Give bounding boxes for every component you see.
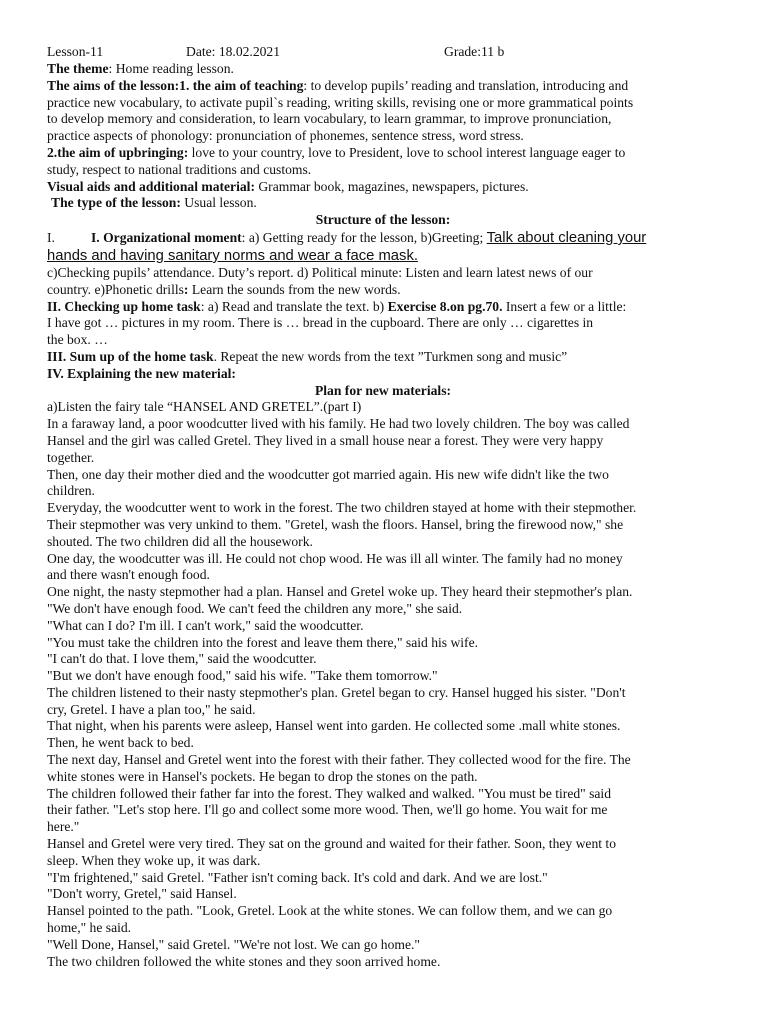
lesson-type-label: The type of the lesson:: [51, 195, 181, 211]
aims-line-2: practice new vocabulary, to activate pupil`s reading, writing skills, revising one or more grammatical points: [47, 94, 634, 110]
stage-2-text: : a) Read and translate the text. b): [200, 298, 388, 314]
stage-3-text: . Repeat the new words from the text ”Turkmen song and music”: [213, 348, 568, 364]
stage-1-line-2: [47, 247, 719, 265]
stage-1-text: : a) Getting ready for the lesson, b)Greeting;: [241, 229, 487, 245]
upbringing-label: 2.the aim of upbringing:: [47, 144, 189, 160]
stage-3-label: III. Sum up of the home task: [47, 348, 214, 364]
story-line: Hansel pointed to the path. "Look, Gretel. Look at the white stones. We can follow them, and we can go: [47, 903, 613, 919]
stage-1-line-4: [47, 282, 719, 299]
story-line: The next day, Hansel and Gretel went into the forest with their father. They collected wood for the fire. The: [47, 752, 631, 768]
visual-aids-text: Grammar book, magazines, newspapers, pictures.: [254, 178, 529, 194]
story-line: Everyday, the woodcutter went to work in the forest. The two children stayed at home with their stepmother.: [47, 500, 637, 516]
stage-1-numeral: I.: [47, 229, 55, 245]
story-line: "I can't do that. I love them," said the woodcutter.: [47, 651, 317, 667]
upbringing-text-1: love to your country, love to President, love to school interest language eager to: [188, 144, 626, 160]
story-line: children.: [47, 483, 95, 499]
story-line: sleep. When they woke up, it was dark.: [47, 852, 261, 868]
stage-2-label: II. Checking up home task: [47, 298, 201, 314]
story-line: "You must take the children into the forest and leave them there," said his wife.: [47, 634, 479, 650]
stage-2-line-1: [47, 299, 719, 316]
story-line: That night, when his parents were asleep, Hansel went into garden. He collected some .mall white stones.: [47, 718, 621, 734]
stage-2-line-3: the box. …: [47, 332, 108, 348]
story-text: [47, 399, 719, 970]
story-line: "I'm frightened," said Gretel. "Father isn't coming back. It's cold and dark. And we are lost.": [47, 869, 548, 885]
stage-2-line-2: I have got … pictures in my room. There is … bread in the cupboard. There are only … cigarettes in: [47, 315, 594, 331]
story-line: One day, the woodcutter was ill. He could not chop wood. He was ill all winter. The family had no money: [47, 550, 623, 566]
story-line: "What can I do? I'm ill. I can't work," said the woodcutter.: [47, 617, 364, 633]
exercise-label: Exercise 8.on pg.70.: [387, 298, 503, 314]
visual-aids-line: [47, 179, 719, 196]
structure-title: Structure of the lesson:: [315, 212, 451, 228]
story-line: Then, he went back to bed.: [47, 735, 194, 751]
theme-label: The theme: [47, 61, 109, 76]
story-line: home," he said.: [47, 920, 132, 936]
story-line: cry, Gretel. I have a plan too," he said.: [47, 701, 256, 717]
story-line: and there wasn't enough food.: [47, 567, 210, 583]
grade: Grade:11 b: [444, 44, 505, 59]
aims-line-4: practice aspects of phonology: pronunciation of phonemes, sentence stress, word stress.: [47, 128, 524, 144]
visual-aids-label: Visual aids and additional material:: [47, 178, 255, 194]
stage-1-highlight-1: Talk about cleaning your: [486, 229, 647, 246]
aims-text-1: : to develop pupils’ reading and translation, introducing and: [303, 77, 629, 93]
stage-1-line-4-c: Learn the sounds from the new words.: [188, 281, 401, 297]
story-line: a)Listen the fairy tale “HANSEL AND GRETEL”.(part I): [47, 399, 362, 415]
story-line: white stones were in Hansel's pockets. He began to drop the stones on the path.: [47, 768, 478, 784]
stage-1-line-4-a: country. e)Phonetic drills: [47, 281, 184, 297]
story-line: shouted. The two children did all the housework.: [47, 533, 313, 549]
story-line: In a faraway land, a poor woodcutter lived with his family. He had two lovely children. The boy was called: [47, 416, 630, 432]
story-line: The children listened to their nasty stepmother's plan. Gretel began to cry. Hansel hugged his sister. "Don't: [47, 684, 626, 700]
theme-text: : Home reading lesson.: [108, 61, 234, 76]
stage-4-line: IV. Explaining the new material:: [47, 365, 236, 381]
stage-3-line: [47, 349, 719, 366]
story-line: Hansel and Gretel were very tired. They sat on the ground and waited for their father. Soon, they went to: [47, 836, 616, 852]
story-line: "Well Done, Hansel," said Gretel. "We're not lost. We can go home.": [47, 936, 420, 952]
lesson-number: Lesson-11: [47, 44, 104, 59]
story-line: Then, one day their mother died and the woodcutter got married again. His new wife didn't like the two: [47, 466, 609, 482]
header-row: [47, 44, 719, 61]
story-line: here.": [47, 819, 80, 835]
story-line: The two children followed the white stones and they soon arrived home.: [47, 953, 441, 969]
aims-label: The aims of the lesson:1. the aim of teaching: [47, 77, 304, 93]
story-line: One night, the nasty stepmother had a plan. Hansel and Gretel woke up. They heard their stepmother's plan.: [47, 584, 633, 600]
lesson-type-text: Usual lesson.: [180, 195, 257, 211]
stage-1-line-3: c)Checking pupils’ attendance. Duty’s report. d) Political minute: Listen and learn latest news of our: [47, 264, 593, 280]
story-line: their father. "Let's stop here. I'll go and collect some more wood. Then, we'll go home. You wait for me: [47, 802, 608, 818]
aims-line-1: [47, 78, 719, 95]
story-line: Their stepmother was very unkind to them. "Gretel, wash the floors. Hansel, bring the firewood now," she: [47, 516, 624, 532]
aims-line-3: to develop memory and consideration, to learn vocabulary, to learn grammar, to improve pronunciation,: [47, 111, 612, 127]
stage-1-highlight-2: hands and having sanitary norms and wear a face mask.: [47, 247, 418, 264]
plan-title: Plan for new materials:: [314, 382, 452, 398]
upbringing-line-2: study, respect to national traditions and customs.: [47, 161, 312, 177]
story-line: "But we don't have enough food," said his wife. "Take them tomorrow.": [47, 668, 438, 684]
story-line: Hansel and the girl was called Gretel. They lived in a small house near a forest. They were very happy: [47, 432, 604, 448]
story-line: together.: [47, 449, 95, 465]
story-line: "Don't worry, Gretel," said Hansel.: [47, 886, 237, 902]
stage-1-line-1: [47, 229, 719, 247]
stage-2-text-after: Insert a few or a little:: [502, 298, 627, 314]
lesson-date: Date: 18.02.2021: [186, 44, 281, 59]
stage-1-label: I. Organizational moment: [91, 229, 242, 245]
theme-line: [47, 61, 719, 78]
lesson-plan-document: [47, 44, 719, 970]
stage-1-line-4-colon: :: [183, 281, 189, 297]
story-line: "We don't have enough food. We can't feed the children any more," she said.: [47, 600, 463, 616]
lesson-type-line: [47, 195, 719, 212]
story-line: The children followed their father far into the forest. They walked and walked. "You must be tired" said: [47, 785, 612, 801]
upbringing-line-1: [47, 145, 719, 162]
